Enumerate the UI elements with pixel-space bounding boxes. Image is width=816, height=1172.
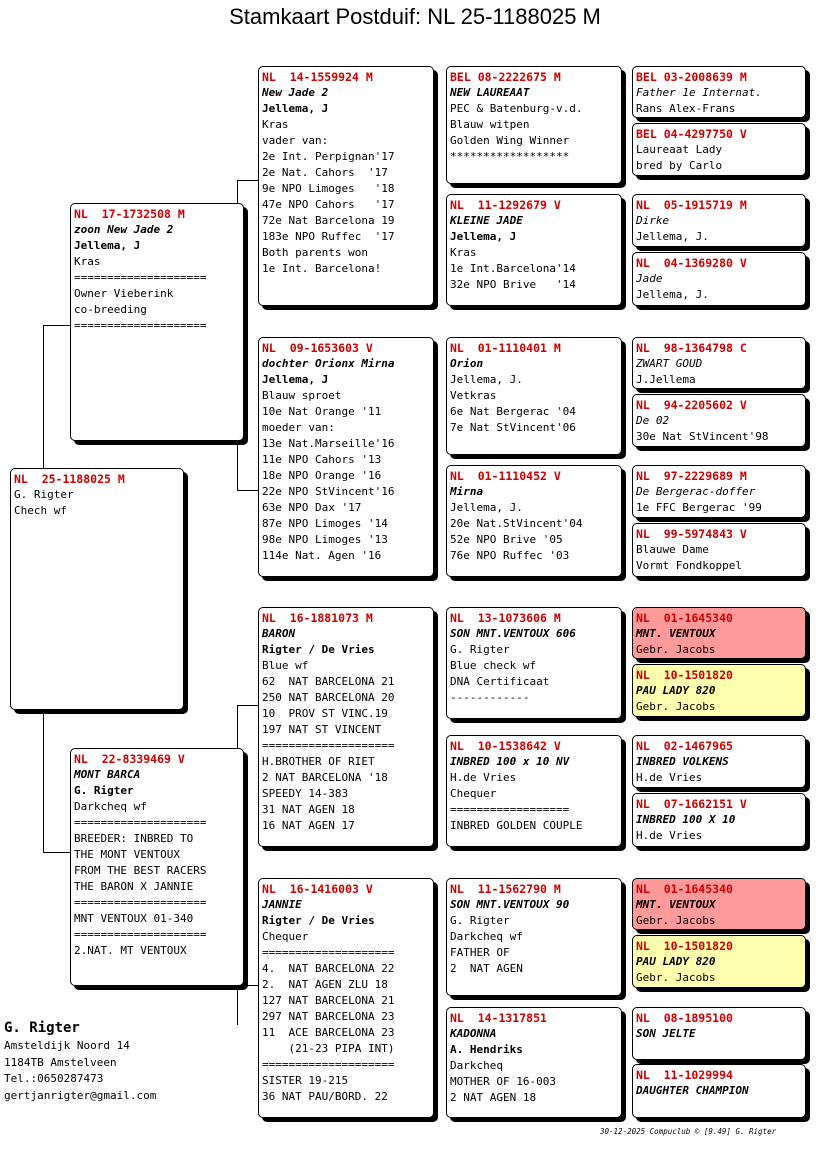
breeder-name: H.de Vries: [450, 771, 517, 784]
page-title: Stamkaart Postduif: NL 25-1188025 M: [229, 4, 601, 29]
info-line: 36 NAT PAU/BORD. 22: [262, 1090, 388, 1103]
info-line: ====================: [262, 946, 395, 959]
ring-number: NL 01-1110401 M: [450, 341, 561, 355]
ring-number: NL 01-1110452 V: [450, 469, 561, 483]
pigeon-name: De 02: [636, 414, 670, 427]
info-line: Laureaat Lady: [636, 143, 723, 156]
connector-line: [237, 985, 238, 1025]
info-line: ====================: [74, 319, 207, 332]
pigeon-name: Jade: [636, 272, 663, 285]
info-line: 18e NPO Orange '16: [262, 469, 382, 482]
pigeon-name: SON MNT.VENTOUX 90: [450, 898, 570, 911]
ring-number: NL 17-1732508 M: [74, 207, 185, 221]
info-line: 62 NAT BARCELONA 21: [262, 675, 395, 688]
info-line: 1e Int.Barcelona'14: [450, 262, 576, 275]
info-line: 183e NPO Ruffec '17: [262, 230, 395, 243]
pedigree-box-gen2[interactable]: [258, 66, 434, 306]
ring-number: NL 10-1501820: [636, 939, 733, 953]
ring-number: NL 11-1029994: [636, 1068, 733, 1082]
pedigree-box-gen4[interactable]: [632, 664, 806, 717]
info-line: Gebr. Jacobs: [636, 971, 716, 984]
connector-line: [237, 490, 259, 491]
info-line: 30e Nat StVincent'98: [636, 430, 769, 443]
pedigree-box-gen3[interactable]: [446, 194, 622, 306]
info-line: ******************: [450, 150, 570, 163]
pedigree-box-gen3[interactable]: [446, 607, 622, 719]
pigeon-name: PAU LADY 820: [636, 684, 716, 697]
pedigree-box-gen4[interactable]: [632, 394, 806, 447]
info-line: 6e Nat Bergerac '04: [450, 405, 576, 418]
info-line: 20e Nat.StVincent'04: [450, 517, 583, 530]
info-line: Blue check wf: [450, 659, 537, 672]
pedigree-box-gen4[interactable]: [632, 607, 806, 659]
info-line: 72e Nat Barcelona 19: [262, 214, 395, 227]
pigeon-name: SON MNT.VENTOUX 606: [450, 627, 576, 640]
breeder-name: Rigter / De Vries: [262, 914, 375, 927]
pedigree-box-gen4[interactable]: [632, 66, 806, 118]
info-line: 32e NPO Brive '14: [450, 278, 576, 291]
breeder-name: G. Rigter: [74, 784, 134, 797]
pigeon-name: DAUGHTER CHAMPION: [636, 1084, 749, 1097]
ring-number: NL 07-1662151 V: [636, 797, 747, 811]
info-line: H.BROTHER OF RIET: [262, 755, 375, 768]
ring-number: NL 11-1562790 M: [450, 882, 561, 896]
info-line: ====================: [74, 896, 207, 909]
info-line: Owner Vieberink: [74, 287, 174, 300]
info-line: Darkcheq: [450, 1059, 503, 1072]
info-line: Chech wf: [14, 504, 67, 517]
ring-number: NL 25-1188025 M: [14, 472, 125, 486]
info-line: co-breeding: [74, 303, 147, 316]
pedigree-box-gen4[interactable]: [632, 252, 806, 306]
info-line: THE MONT VENTOUX: [74, 848, 180, 861]
info-line: Father 1e Internat.: [636, 86, 762, 99]
info-line: 52e NPO Brive '05: [450, 533, 563, 546]
info-line: Rans Alex-Frans: [636, 102, 736, 115]
info-line: 2e Int. Perpignan'17: [262, 150, 395, 163]
info-line: 22e NPO StVincent'16: [262, 485, 395, 498]
info-line: FATHER OF: [450, 946, 510, 959]
info-line: ==================: [450, 803, 570, 816]
breeder-name: G. Rigter: [450, 914, 510, 927]
pedigree-box-gen4[interactable]: [632, 935, 806, 988]
owner-phone: Tel.:0650287473: [4, 1072, 104, 1085]
pedigree-box-gen3[interactable]: [446, 66, 622, 184]
connector-line: [43, 852, 71, 853]
info-line: (21-23 PIPA INT): [262, 1042, 395, 1055]
pedigree-box-sire[interactable]: [70, 203, 244, 441]
pedigree-box-subject[interactable]: [10, 468, 184, 710]
ring-number: NL 01-1645340: [636, 882, 733, 896]
pigeon-name: INBRED 100 X 10: [636, 813, 736, 826]
info-line: 10 PROV ST VINC.19: [262, 707, 388, 720]
ring-number: NL 04-1369280 V: [636, 256, 747, 270]
info-line: 63e NPO Dax '17: [262, 501, 362, 514]
info-line: ------------: [450, 691, 530, 704]
pigeon-name: MNT. VENTOUX: [636, 898, 716, 911]
info-line: 197 NAT ST VINCENT: [262, 723, 382, 736]
info-line: 98e NPO Limoges '13: [262, 533, 388, 546]
pedigree-box-gen4[interactable]: [632, 735, 806, 788]
info-line: Blauwe Dame: [636, 543, 709, 556]
owner-address-line: Amsteldijk Noord 14: [4, 1039, 130, 1052]
owner-info: [4, 1018, 156, 1104]
ring-number: NL 11-1292679 V: [450, 198, 561, 212]
pigeon-name: Dirke: [636, 214, 670, 227]
ring-number: NL 16-1881073 M: [262, 611, 373, 625]
ring-number: NL 97-2229689 M: [636, 469, 747, 483]
pigeon-name: New Jade 2: [262, 86, 329, 99]
ring-number: NL 14-1559924 M: [262, 70, 373, 84]
info-line: 10e Nat Orange '11: [262, 405, 382, 418]
info-line: 11 ACE BARCELONA 23: [262, 1026, 395, 1039]
ring-number: NL 14-1317851: [450, 1011, 547, 1025]
pigeon-name: NEW LAUREAAT: [450, 86, 530, 99]
breeder-name: Jellema, J.: [450, 373, 523, 386]
pigeon-name: MNT. VENTOUX: [636, 627, 716, 640]
ring-number: NL 94-2205602 V: [636, 398, 747, 412]
pigeon-name: dochter Orionx Mirna: [262, 357, 395, 370]
breeder-name: Jellema, J: [74, 239, 141, 252]
info-line: 2. NAT AGEN ZLU 18: [262, 978, 388, 991]
ring-number: NL 08-1895100: [636, 1011, 733, 1025]
info-line: SPEEDY 14-383: [262, 787, 349, 800]
ring-number: NL 01-1645340: [636, 611, 733, 625]
info-line: 11e NPO Cahors '13: [262, 453, 382, 466]
info-line: ====================: [262, 1058, 395, 1071]
info-line: SISTER 19-215: [262, 1074, 349, 1087]
footer-credit: 30-12-2025 Compuclub © [9.49] G. Rigter: [600, 1127, 777, 1136]
info-line: Kras: [262, 118, 289, 131]
ring-number: BEL 08-2222675 M: [450, 70, 561, 84]
info-line: THE BARON X JANNIE: [74, 880, 194, 893]
breeder-name: Jellema, J.: [450, 501, 523, 514]
info-line: Blauw witpen: [450, 118, 530, 131]
breeder-name: Rigter / De Vries: [262, 643, 375, 656]
ring-number: NL 98-1364798 C: [636, 341, 747, 355]
pedigree-box-gen4[interactable]: [632, 793, 806, 847]
info-line: Vetkras: [450, 389, 497, 402]
info-line: vader van:: [262, 134, 329, 147]
info-line: ====================: [74, 816, 207, 829]
info-line: 250 NAT BARCELONA 20: [262, 691, 395, 704]
pedigree-box-gen4[interactable]: [632, 465, 806, 518]
info-line: Kras: [74, 255, 101, 268]
info-line: Kras: [450, 246, 477, 259]
connector-line: [237, 440, 238, 490]
info-line: Gebr. Jacobs: [636, 700, 716, 713]
ring-number: BEL 04-4297750 V: [636, 127, 747, 141]
pigeon-name: BARON: [262, 627, 296, 640]
pedigree-box-gen3[interactable]: [446, 465, 622, 577]
info-line: 16 NAT AGEN 17: [262, 819, 355, 832]
pigeon-name: ZWART GOUD: [636, 357, 703, 370]
info-line: DNA Certificaat: [450, 675, 550, 688]
info-line: Darkcheq wf: [74, 800, 147, 813]
pigeon-name: KADONNA: [450, 1027, 497, 1040]
pedigree-box-gen4[interactable]: [632, 523, 806, 577]
pigeon-name: KLEINE JADE: [450, 214, 523, 227]
pedigree-box-gen4[interactable]: [632, 123, 806, 176]
info-line: Chequer: [262, 930, 309, 943]
info-line: FROM THE BEST RACERS: [74, 864, 207, 877]
info-line: Gebr. Jacobs: [636, 914, 716, 927]
pigeon-name: SON JELTE: [636, 1027, 696, 1040]
pedigree-box-gen3[interactable]: [446, 1007, 622, 1118]
breeder-name: Jellema, J: [262, 373, 329, 386]
ring-number: NL 99-5974843 V: [636, 527, 747, 541]
ring-number: NL 13-1073606 M: [450, 611, 561, 625]
info-line: Both parents won: [262, 246, 368, 259]
info-line: 1e Int. Barcelona!: [262, 262, 382, 275]
breeder-name: A. Hendriks: [450, 1043, 523, 1056]
pedigree-box-gen4[interactable]: [632, 1064, 806, 1118]
ring-number: BEL 03-2008639 M: [636, 70, 747, 84]
info-line: INBRED GOLDEN COUPLE: [450, 819, 583, 832]
info-line: 47e NPO Cahors '17: [262, 198, 395, 211]
info-line: 2e Nat. Cahors '17: [262, 166, 388, 179]
connector-line: [237, 705, 259, 706]
info-line: Jellema, J.: [636, 288, 709, 301]
info-line: bred by Carlo: [636, 159, 723, 172]
pedigree-box-gen3[interactable]: [446, 337, 622, 455]
ring-number: NL 09-1653603 V: [262, 341, 373, 355]
info-line: MOTHER OF 16-003: [450, 1075, 556, 1088]
breeder-name: Jellema, J: [262, 102, 329, 115]
pedigree-box-gen4[interactable]: [632, 878, 806, 930]
info-line: ====================: [74, 271, 207, 284]
pedigree-box-gen2[interactable]: [258, 337, 434, 577]
info-line: PEC & Batenburg-v.d.: [450, 102, 583, 115]
info-line: 297 NAT BARCELONA 23: [262, 1010, 395, 1023]
info-line: H.de Vries: [636, 829, 703, 842]
ring-number: NL 22-8339469 V: [74, 752, 185, 766]
info-line: 87e NPO Limoges '14: [262, 517, 388, 530]
pedigree-box-dam[interactable]: [70, 748, 244, 986]
breeder-name: Jellema, J: [450, 230, 517, 243]
pigeon-name: PAU LADY 820: [636, 955, 716, 968]
info-line: 2.NAT. MT VENTOUX: [74, 944, 187, 957]
pigeon-name: zoon New Jade 2: [74, 223, 174, 236]
info-line: 114e Nat. Agen '16: [262, 549, 382, 562]
pedigree-box-gen3[interactable]: [446, 878, 622, 996]
ring-number: NL 02-1467965: [636, 739, 733, 753]
pedigree-box-gen2[interactable]: [258, 607, 434, 847]
connector-line: [43, 325, 44, 470]
info-line: Darkcheq wf: [450, 930, 523, 943]
info-line: 2 NAT AGEN 18: [450, 1091, 537, 1104]
info-line: ====================: [74, 928, 207, 941]
info-line: Gebr. Jacobs: [636, 643, 716, 656]
ring-number: NL 10-1538642 V: [450, 739, 561, 753]
info-line: Vormt Fondkoppel: [636, 559, 742, 572]
pedigree-box-gen4[interactable]: [632, 337, 806, 389]
ring-number: NL 16-1416003 V: [262, 882, 373, 896]
connector-line: [237, 705, 238, 751]
info-line: H.de Vries: [636, 771, 703, 784]
info-line: Blauw sproet: [262, 389, 342, 402]
info-line: Golden Wing Winner: [450, 134, 570, 147]
info-line: 1e FFC Bergerac '99: [636, 501, 762, 514]
pedigree-box-gen2[interactable]: [258, 878, 434, 1118]
info-line: 2 NAT AGEN: [450, 962, 523, 975]
connector-line: [237, 180, 259, 181]
pigeon-name: JANNIE: [262, 898, 302, 911]
info-line: 76e NPO Ruffec '03: [450, 549, 570, 562]
info-line: 7e Nat StVincent'06: [450, 421, 576, 434]
ring-number: NL 05-1915719 M: [636, 198, 747, 212]
connector-line: [43, 712, 44, 852]
info-line: 31 NAT AGEN 18: [262, 803, 355, 816]
info-line: Chequer: [450, 787, 497, 800]
info-line: 127 NAT BARCELONA 21: [262, 994, 395, 1007]
info-line: MNT VENTOUX 01-340: [74, 912, 194, 925]
owner-name: G. Rigter: [4, 1020, 80, 1036]
owner-address-line: 1184TB Amstelveen: [4, 1055, 117, 1069]
breeder-name: G. Rigter: [450, 643, 510, 656]
info-line: Blue wf: [262, 659, 309, 672]
info-line: ====================: [262, 739, 395, 752]
pigeon-name: Mirna: [450, 485, 484, 498]
ring-number: NL 10-1501820: [636, 668, 733, 682]
pedigree-box-gen3[interactable]: [446, 735, 622, 847]
pigeon-name: De Bergerac-doffer: [636, 485, 756, 498]
info-line: moeder van:: [262, 421, 335, 434]
pedigree-box-gen4[interactable]: [632, 194, 806, 247]
info-line: 13e Nat.Marseille'16: [262, 437, 395, 450]
pigeon-name: INBRED VOLKENS: [636, 755, 729, 768]
info-line: 4. NAT BARCELONA 22: [262, 962, 395, 975]
info-line: J.Jellema: [636, 373, 696, 386]
info-line: 2 NAT BARCELONA '18: [262, 771, 388, 784]
owner-email: gertjanrigter@gmail.com: [4, 1088, 157, 1102]
pedigree-box-gen4[interactable]: [632, 1007, 806, 1060]
pigeon-name: MONT BARCA: [74, 768, 141, 781]
pigeon-name: INBRED 100 x 10 NV: [450, 755, 570, 768]
connector-line: [43, 325, 71, 326]
pigeon-name: Orion: [450, 357, 484, 370]
info-line: BREEDER: INBRED TO: [74, 832, 194, 845]
info-line: G. Rigter: [14, 488, 74, 501]
info-line: 9e NPO Limoges '18: [262, 182, 395, 195]
info-line: Jellema, J.: [636, 230, 709, 243]
